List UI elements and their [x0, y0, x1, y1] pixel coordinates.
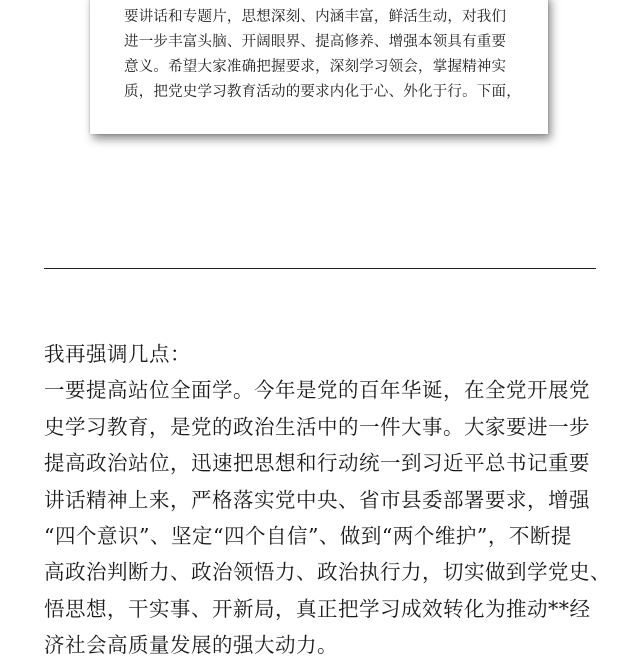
- card-text-line: 质，把党史学习教育活动的要求内化于心、外化于行。下面，: [124, 84, 521, 100]
- body-text-line: 我再强调几点：: [44, 342, 191, 366]
- body-text-line: 提高政治站位，迅速把思想和行动统一到习近平总书记重要: [44, 451, 590, 476]
- body-text-line: 史学习教育，是党的政治生活中的一件大事。大家要进一步: [44, 414, 590, 439]
- body-paragraph: [44, 336, 611, 664]
- section-divider: [44, 268, 596, 269]
- body-text-line: “四个意识”、坚定“四个自信”、做到“两个维护”，不断提: [44, 523, 572, 548]
- body-text-line: 一要提高站位全面学。今年是党的百年华诞，在全党开展党: [44, 378, 590, 403]
- body-text-line: 悟思想，干实事、开新局，真正把学习成效转化为推动**经: [44, 596, 591, 621]
- document-excerpt-card: [90, 0, 548, 134]
- card-text-line: 要讲话和专题片，思想深刻、内涵丰富，鲜活生动，对我们: [124, 9, 507, 25]
- body-text-line: 济社会高质量发展的强大动力。: [44, 633, 338, 658]
- body-text-line: 高政治判断力、政治领悟力、政治执行力，切实做到学党史、: [44, 560, 611, 585]
- card-text-line: 意义。希望大家准确把握要求，深刻学习领会，掌握精神实: [124, 59, 507, 75]
- body-text-line: 讲话精神上来，严格落实党中央、省市县委部署要求，增强: [44, 487, 590, 512]
- card-text-line: 进一步丰富头脑、开阔眼界、提高修养、增强本领具有重要: [124, 34, 507, 50]
- card-text-block: [124, 0, 524, 105]
